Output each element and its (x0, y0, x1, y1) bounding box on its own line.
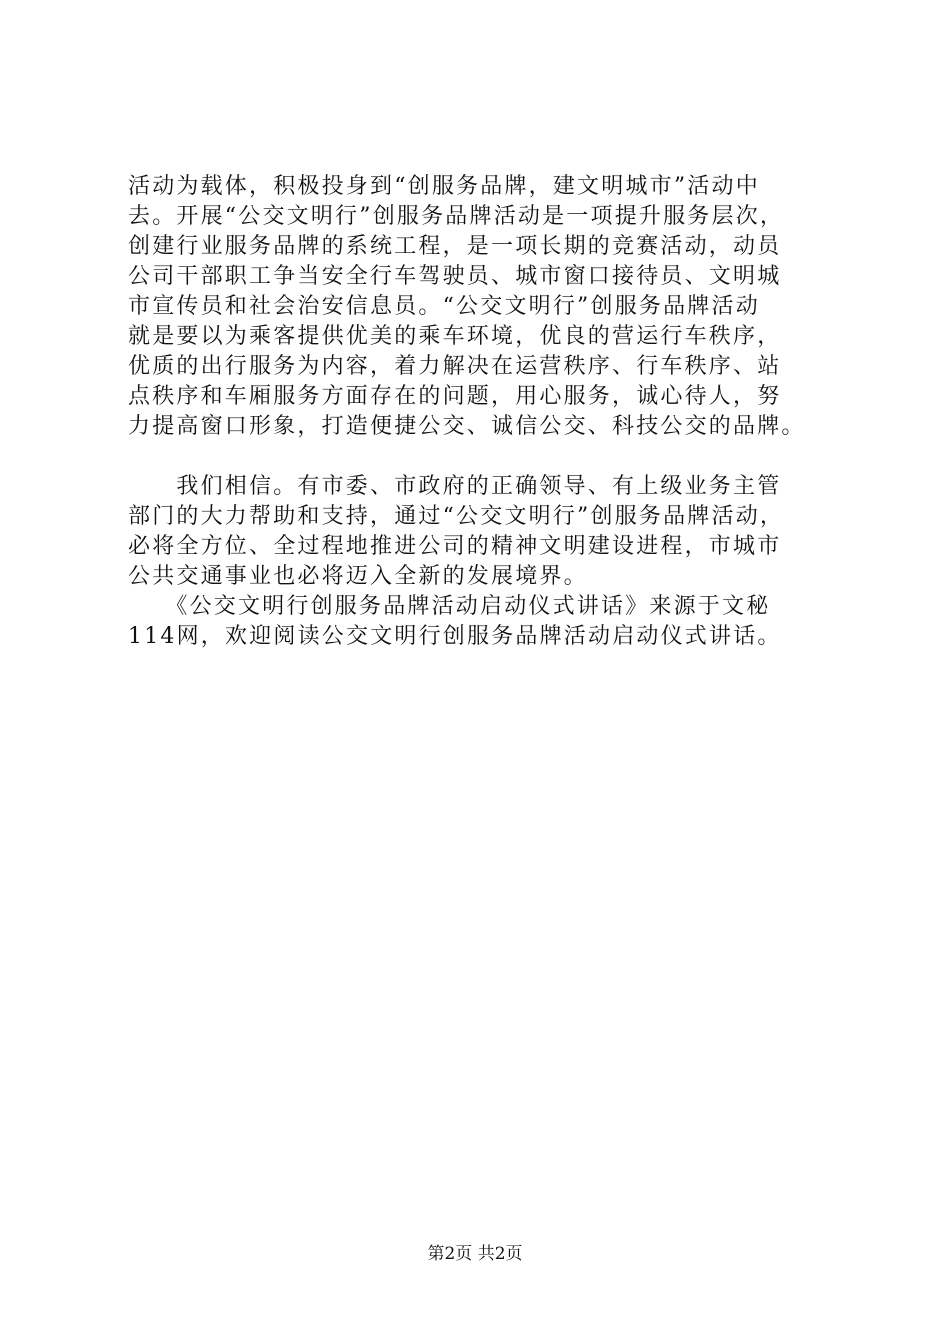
text-line: 公共交通事业也必将迈入全新的发展境界。 (128, 564, 588, 589)
text-line: 公司干部职工争当安全行车驾驶员、城市窗口接待员、文明城 (128, 264, 782, 289)
body-text (128, 172, 838, 652)
text-line: 力提高窗口形象，打造便捷公交、诚信公交、科技公交的品牌。 (128, 414, 806, 439)
text-line: 去。开展“公交文明行”创服务品牌活动是一项提升服务层次， (128, 204, 785, 229)
text-line: 点秩序和车厢服务方面存在的问题，用心服务，诚心待人，努 (128, 384, 782, 409)
text-line: 活动为载体，积极投身到“创服务品牌，建文明城市”活动中 (128, 174, 760, 199)
text-line: 市宣传员和社会治安信息员。“公交文明行”创服务品牌活动 (128, 294, 760, 319)
text-line: 创建行业服务品牌的系统工程，是一项长期的竞赛活动，动员 (128, 234, 782, 259)
text-line: 部门的大力帮助和支持，通过“公交文明行”创服务品牌活动， (128, 504, 785, 529)
text-line: 《公交文明行创服务品牌活动启动仪式讲话》来源于文秘 (128, 594, 771, 619)
text-line: 114网，欢迎阅读公交文明行创服务品牌活动启动仪式讲话。 (128, 624, 782, 649)
text-line: 必将全方位、全过程地推进公司的精神文明建设进程，市城市 (128, 534, 782, 559)
text-line: 我们相信。有市委、市政府的正确领导、有上级业务主管 (128, 474, 782, 499)
page-number-footer: 第2页 共2页 (427, 1244, 523, 1264)
text-line: 就是要以为乘客提供优美的乘车环境，优良的营运行车秩序， (128, 324, 782, 349)
text-line: 优质的出行服务为内容，着力解决在运营秩序、行车秩序、站 (128, 354, 782, 379)
paragraph-gap (128, 442, 838, 472)
